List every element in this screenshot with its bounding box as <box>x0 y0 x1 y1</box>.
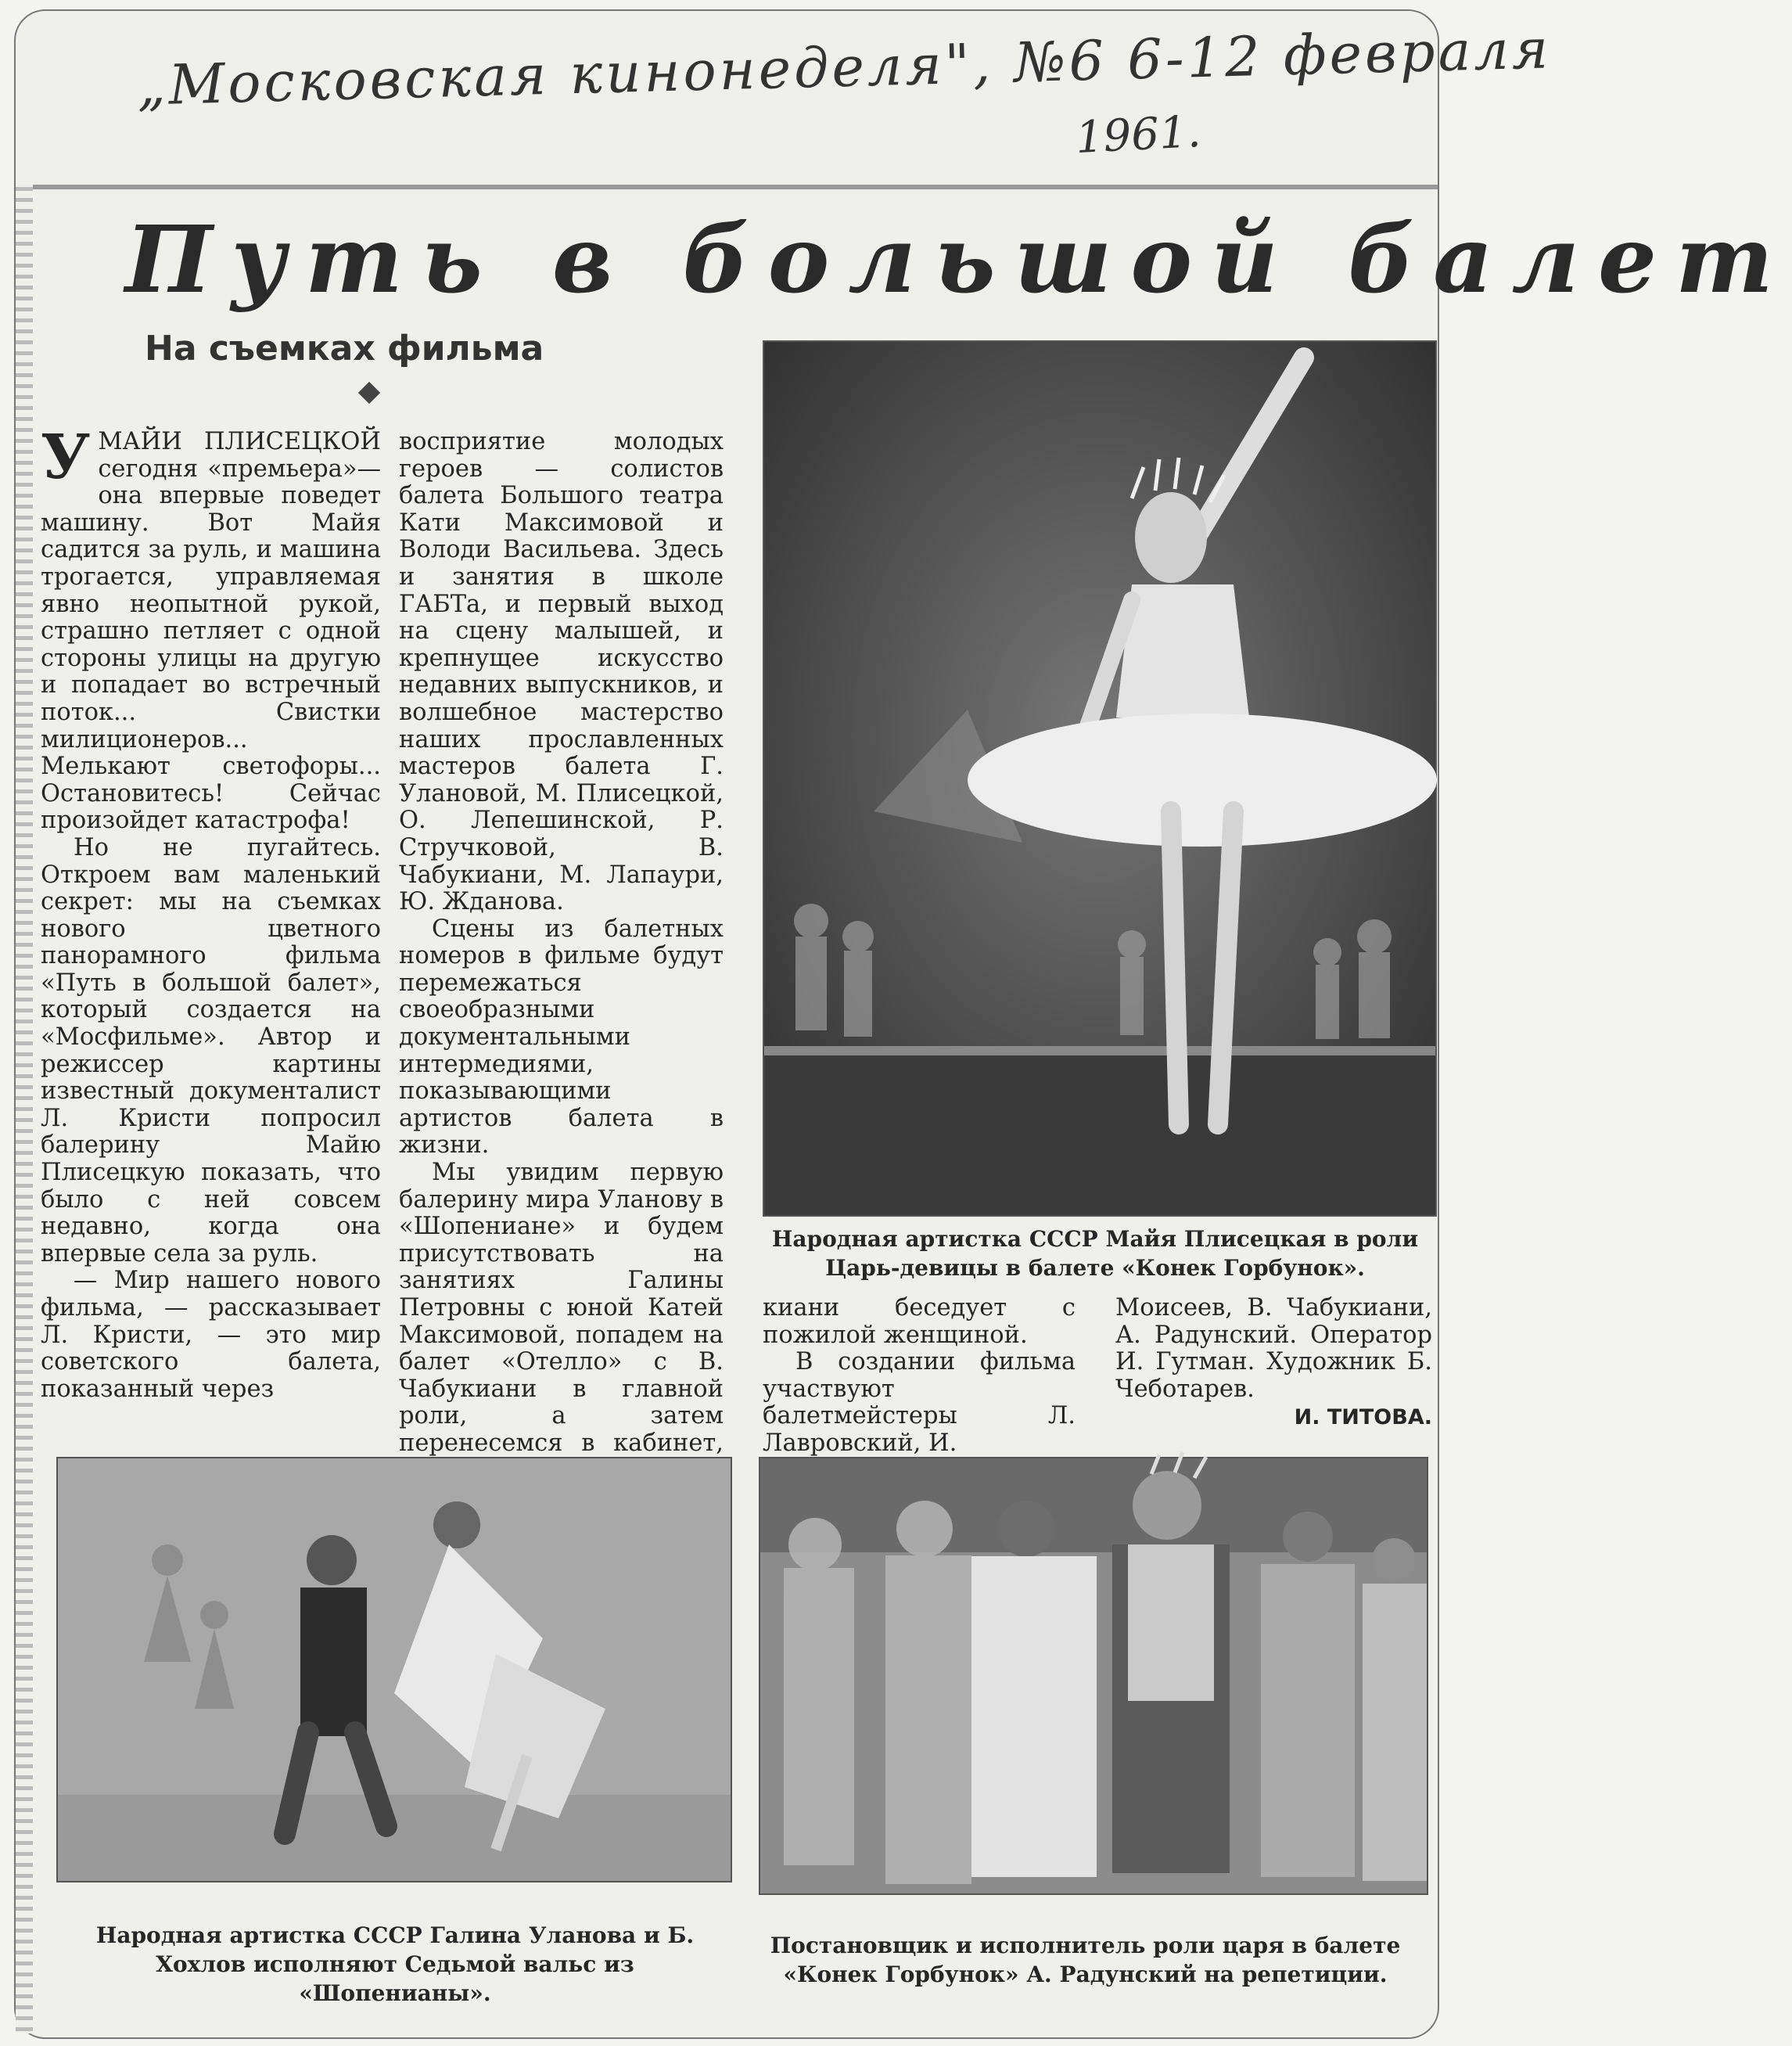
article-paragraph: Но не пугайтесь. Откроем вам маленький секрет: мы на съемках нового цветного панорамного фильма «Путь в большой балет», который создается на «Мосфильме». Автор и режиссер картины известный документалист Л. Кристи попросил балерину Майю Плисецкую показать, что было с ней совсем недавно, когда она впервые села за руль. <box>41 833 381 1268</box>
drop-cap: У <box>41 422 91 493</box>
article-subhead: На съемках фильма <box>145 329 544 369</box>
handwritten-source: „Московская кинонеделя", №6 6-12 февраля <box>136 16 1553 118</box>
handwritten-note <box>136 16 1553 164</box>
article-paragraph: восприятие молодых героев — солистов балета Большого театра Кати Максимовой и Володи Васильева. Здесь и занятия в школе ГАБТа, и первый выход на сцену малышей, и крепнущее искусство недавних выпускников, и волшебное мастерство наших прославленных мастеров балета Г. Улановой, М. Плисецкой, О. Лепешинской, Р. Стручковой, В. Чабукиани, М. Лапаури, Ю. Ждановa. <box>399 428 724 916</box>
perforated-edge <box>16 187 33 2033</box>
article-paragraph: Мы увидим первую балерину мира Уланову в «Шопениане» и будем присутствовать на занятиях Галины Петровны с юной Катей Максимовой, попадем на балет «Отелло» с В. Чабукиани в главной роли, а затем перенесемся в кабинет, <box>399 1159 724 1457</box>
article-paragraph: киани беседует с пожилой женщиной. <box>763 1294 1076 1349</box>
article-column-3 <box>763 1295 1076 1458</box>
article-column-4 <box>1115 1295 1432 1432</box>
photo-radunsky <box>759 1457 1428 1895</box>
article-paragraph: Сцены из балетных номеров в фильме будут перемежаться своеобразными документальными интермедиями, показывающими артистов балета в жизни. <box>399 915 724 1160</box>
photo-plisetskaya <box>763 340 1437 1217</box>
article-column-1 <box>41 422 381 1403</box>
photo-caption-plisetskaya: Народная артистка СССР Майя Плисецкая в роли Царь-девицы в балете «Конек Горбунок». <box>771 1226 1419 1281</box>
article-column-2 <box>399 429 724 1512</box>
photo-caption-ulanova: Народная артистка СССР Галина Уланова и Б. Хохлов исполняют Седьмой вальс из «Шопенианы». <box>95 1922 695 2006</box>
article-paragraph: УМАЙИ ПЛИСЕЦКОЙ сегодня «премьера»—она впервые поведет машину. Вот Майя садится за руль, и машина трогается, управляемая явно неопытной рукой, страшно петляет с одной стороны улицы на другую и попадает во встречный поток... Свистки милиционеров... Мелькают светофоры... Остановитесь! Сейчас произойдет катастрофа! <box>41 422 381 835</box>
article-paragraph: В создании фильма участвуют балетмейстеры Л. Лавровский, И. <box>763 1348 1076 1457</box>
photo-caption-radunsky: Постановщик и исполнитель роли царя в балете «Конек Горбунок» А. Радунский на репетиции. <box>770 1933 1401 1987</box>
article-paragraph: Моисеев, В. Чабукиани, А. Радунский. Оператор И. Гутман. Художник Б. Чеботарев. <box>1115 1294 1432 1403</box>
photo-ulanova <box>56 1457 732 1882</box>
cut-edge-line <box>33 185 1438 189</box>
handwritten-year: 1961. <box>1074 106 1202 164</box>
article-headline: Путь в большой балет <box>125 205 1792 314</box>
article-paragraph: — Мир нашего нового фильма, — рассказывает Л. Кристи, — это мир советского балета, показанный через <box>41 1267 381 1403</box>
author-signature: И. ТИТОВА. <box>1294 1405 1432 1430</box>
